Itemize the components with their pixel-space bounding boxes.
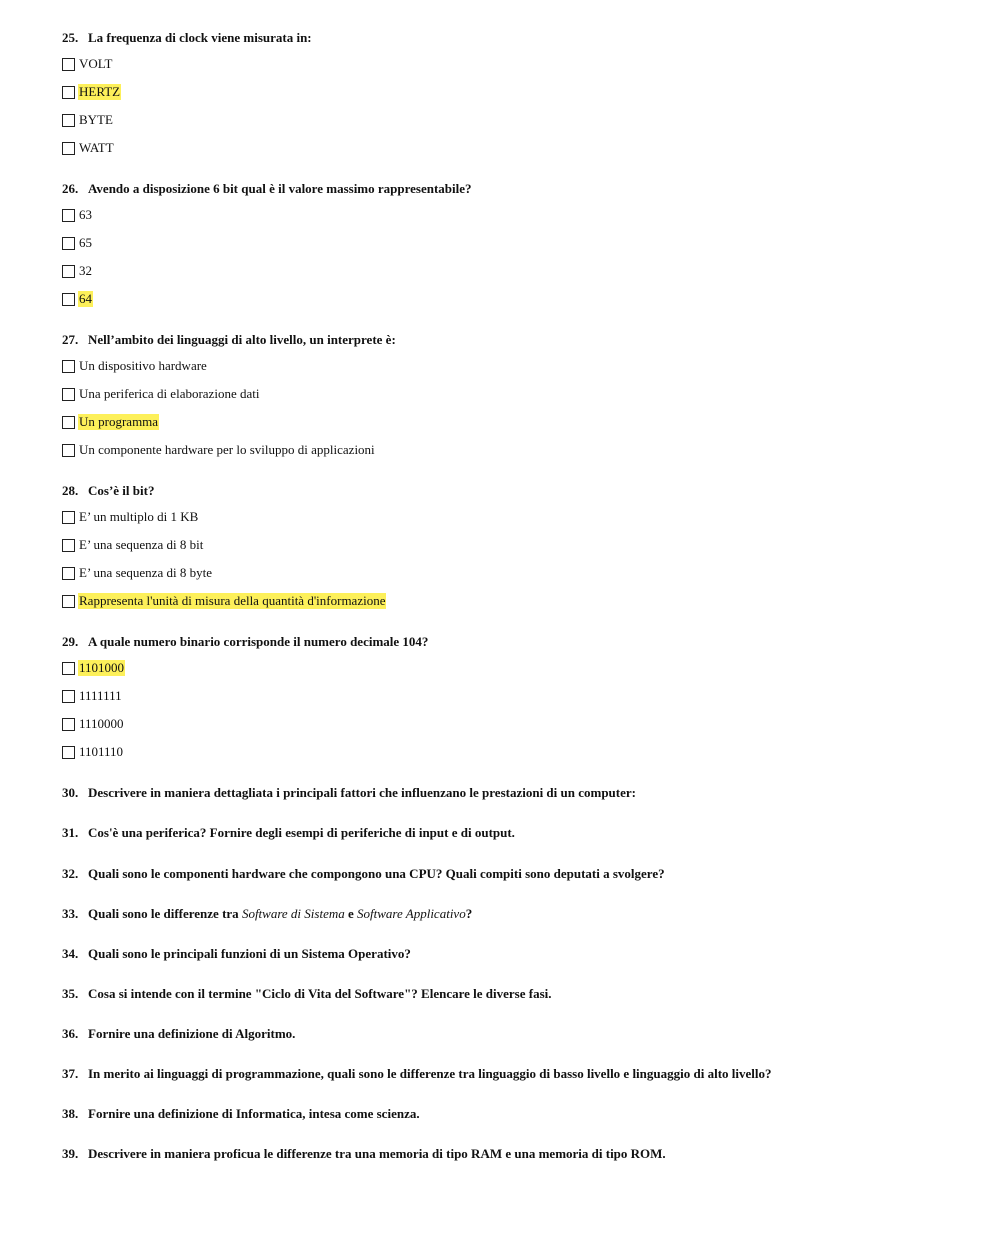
answer-checkbox[interactable]: [62, 567, 75, 580]
question-number: 30.: [62, 785, 79, 800]
answer-option: [62, 744, 124, 760]
open-question: [62, 906, 472, 922]
answer-option: [62, 235, 93, 251]
question-text: Cos'è una periferica? Fornire degli esempi di periferiche di input e di output.: [88, 825, 515, 840]
answer-option: [62, 386, 260, 402]
question-number: 31.: [62, 825, 79, 840]
italic-term: Software di Sistema: [241, 906, 345, 921]
open-question: [62, 866, 665, 882]
answer-checkbox[interactable]: [62, 416, 75, 429]
answer-option: [62, 84, 121, 100]
highlighted-answer-label: HERTZ: [79, 84, 121, 99]
open-question: [62, 1106, 420, 1122]
answer-label: 32: [79, 263, 92, 278]
answer-checkbox[interactable]: [62, 511, 75, 524]
question-text-part: ?: [465, 906, 473, 921]
answer-label: BYTE: [79, 112, 113, 127]
answer-label: WATT: [79, 140, 114, 155]
answer-label: VOLT: [79, 56, 113, 71]
answer-option: [62, 56, 113, 72]
answer-checkbox[interactable]: [62, 293, 75, 306]
question-number: 36.: [62, 1026, 79, 1041]
answer-option: [62, 263, 93, 279]
answer-label: Un dispositivo hardware: [79, 358, 207, 373]
italic-term: Software Applicativo: [357, 906, 466, 921]
question-text: In merito ai linguaggi di programmazione, quali sono le differenze tra linguaggio di basso livello e linguaggio di alto livello?: [88, 1066, 772, 1081]
question-text: Fornire una definizione di Informatica, intesa come scienza.: [88, 1106, 420, 1121]
answer-option: [62, 537, 204, 553]
question-title: [62, 483, 154, 499]
question-number: 38.: [62, 1106, 79, 1121]
answer-option: [62, 716, 125, 732]
open-question: [62, 1026, 295, 1042]
question-number: 28.: [62, 483, 79, 498]
answer-option: [62, 565, 213, 581]
question-text: Avendo a disposizione 6 bit qual è il valore massimo rappresentabile?: [88, 181, 472, 196]
answer-checkbox[interactable]: [62, 86, 75, 99]
answer-option: [62, 688, 123, 704]
answer-option: [62, 593, 386, 609]
answer-option: [62, 112, 114, 128]
answer-option: [62, 509, 199, 525]
question-number: 32.: [62, 866, 79, 881]
highlighted-answer-label: Un programma: [79, 414, 159, 429]
answer-checkbox[interactable]: [62, 718, 75, 731]
open-question: [62, 825, 515, 841]
answer-checkbox[interactable]: [62, 746, 75, 759]
open-question: [62, 1066, 772, 1082]
question-text-part: Quali sono le differenze tra: [88, 906, 242, 921]
answer-label: Un componente hardware per lo sviluppo di applicazioni: [79, 442, 375, 457]
question-text: Cos’è il bit?: [88, 483, 155, 498]
question-text-part: e: [344, 906, 358, 921]
question-title: [62, 30, 312, 46]
answer-checkbox[interactable]: [62, 388, 75, 401]
answer-checkbox[interactable]: [62, 237, 75, 250]
question-text: Quali sono le principali funzioni di un Sistema Operativo?: [88, 946, 411, 961]
question-text: A quale numero binario corrisponde il numero decimale 104?: [88, 634, 429, 649]
question-text: La frequenza di clock viene misurata in:: [88, 30, 312, 45]
answer-checkbox[interactable]: [62, 265, 75, 278]
answer-label: E’ una sequenza di 8 byte: [79, 565, 212, 580]
answer-option: [62, 207, 93, 223]
question-text: Fornire una definizione di Algoritmo.: [88, 1026, 296, 1041]
answer-label: 1111111: [79, 688, 122, 703]
highlighted-answer-label: Rappresenta l'unità di misura della quantità d'informazione: [79, 593, 386, 608]
answer-checkbox[interactable]: [62, 662, 75, 675]
answer-checkbox[interactable]: [62, 142, 75, 155]
answer-label: 1101110: [79, 744, 124, 759]
question-text: Nell’ambito dei linguaggi di alto livello, un interprete è:: [88, 332, 396, 347]
question-number: 39.: [62, 1146, 79, 1161]
question-text: Quali sono le componenti hardware che compongono una CPU? Quali compiti sono deputati a svolgere?: [88, 866, 665, 881]
question-text: Descrivere in maniera dettagliata i principali fattori che influenzano le prestazioni di un computer:: [88, 785, 636, 800]
answer-option: [62, 140, 115, 156]
question-title: [62, 332, 396, 348]
answer-checkbox[interactable]: [62, 690, 75, 703]
open-question: [62, 986, 552, 1002]
answer-option: [62, 358, 208, 374]
question-number: 33.: [62, 906, 79, 921]
answer-checkbox[interactable]: [62, 209, 75, 222]
question-number: 37.: [62, 1066, 79, 1081]
open-question: [62, 946, 411, 962]
answer-checkbox[interactable]: [62, 539, 75, 552]
answer-checkbox[interactable]: [62, 360, 75, 373]
answer-checkbox[interactable]: [62, 58, 75, 71]
answer-label: 63: [79, 207, 92, 222]
question-text: Descrivere in maniera proficua le differenze tra una memoria di tipo RAM e una memoria di tipo ROM.: [88, 1146, 666, 1161]
answer-option: [62, 291, 93, 307]
open-question: [62, 1146, 666, 1162]
question-number: 34.: [62, 946, 79, 961]
answer-label: 1110000: [79, 716, 124, 731]
answer-option: [62, 660, 125, 676]
answer-option: [62, 414, 159, 430]
answer-label: E’ una sequenza di 8 bit: [79, 537, 204, 552]
answer-checkbox[interactable]: [62, 444, 75, 457]
answer-option: [62, 442, 376, 458]
answer-checkbox[interactable]: [62, 114, 75, 127]
question-number: 35.: [62, 986, 79, 1001]
answer-checkbox[interactable]: [62, 595, 75, 608]
question-number: 26.: [62, 181, 79, 196]
answer-label: Una periferica di elaborazione dati: [79, 386, 260, 401]
question-text: Cosa si intende con il termine "Ciclo di Vita del Software"? Elencare le diverse fasi.: [88, 986, 552, 1001]
question-number: 25.: [62, 30, 79, 45]
highlighted-answer-label: 1101000: [79, 660, 125, 675]
answer-label: 65: [79, 235, 92, 250]
question-title: [62, 181, 472, 197]
question-number: 27.: [62, 332, 79, 347]
open-question: [62, 785, 636, 801]
question-number: 29.: [62, 634, 79, 649]
question-title: [62, 634, 428, 650]
highlighted-answer-label: 64: [79, 291, 92, 306]
answer-label: E’ un multiplo di 1 KB: [79, 509, 199, 524]
